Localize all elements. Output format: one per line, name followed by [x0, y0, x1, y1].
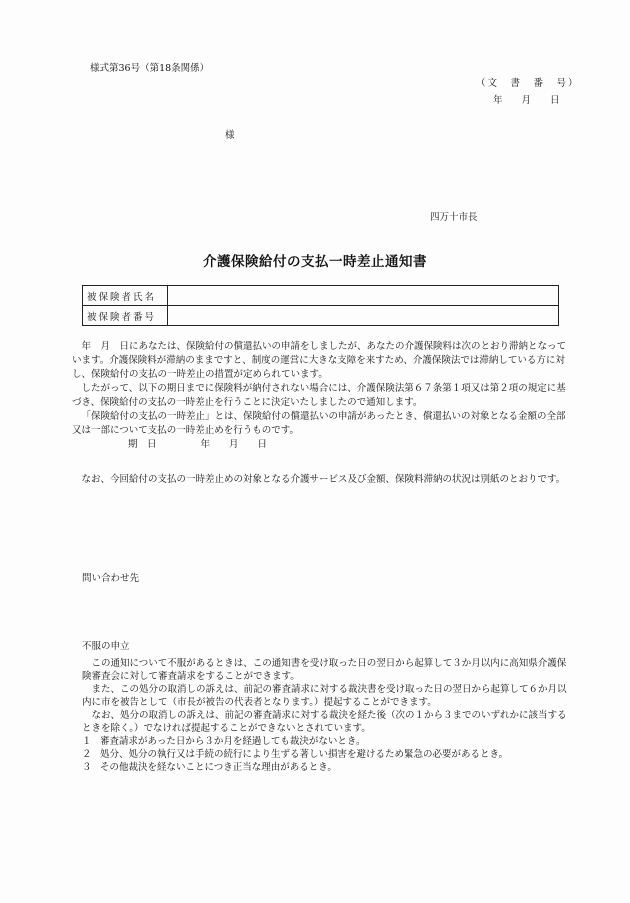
- document-title: 介護保険給付の支払一時差止通知書: [203, 254, 427, 270]
- insured-name-label: 被保険者氏名: [83, 286, 168, 306]
- body-paragraph-1: 年 月 日にあなたは、保険給付の償還払いの申請をしましたが、あなたの介護保険料は次のとおり滞納となっています。介護保険料が滞納のままですと、制度の運営に大きな支障を来すため、介護保険法では滞納している方に対し、保険給付の支払の一時差止の措置が定められています。: [72, 341, 567, 380]
- list-item: [82, 748, 572, 761]
- recipient-suffix: 様: [225, 130, 235, 141]
- list-item-number: １: [82, 736, 92, 747]
- inquiry-label: 問い合わせ先: [82, 573, 140, 584]
- body-paragraph-2: したがって、以下の期日までに保険料が納付されない場合には、介護保険法第６７条第１項又は第２項の規定に基づき、保険給付の支払の一時差止を行うことに決定いたしましたので通知します。: [72, 383, 566, 408]
- list-item-number: ２: [82, 749, 92, 760]
- issue-date: 年 月 日: [493, 95, 560, 106]
- form-number: 様式第36号（第18条関係）: [90, 63, 210, 74]
- document-number: （文 書 番 号）: [476, 78, 580, 89]
- insured-number-value: [168, 306, 559, 326]
- body-paragraph-3: 「保険給付の支払の一時差止」とは、保険給付の償還払いの申請があったとき、償還払いの対象となる金額の全部又は一部について支払の一時差止めを行うものです。: [72, 411, 566, 436]
- table-row: [83, 286, 559, 306]
- list-item: [82, 761, 572, 774]
- appeal-section: [82, 657, 572, 774]
- deadline-label: 期 日: [128, 439, 157, 450]
- table-row: [83, 306, 559, 326]
- notice-body: [72, 340, 570, 438]
- insured-number-label: 被保険者番号: [83, 306, 168, 326]
- deadline-line: [128, 440, 267, 450]
- list-item-text: 処分、処分の執行又は手続の続行により生ずる著しい損害を避けるため緊急の必要があるとき。: [100, 749, 509, 760]
- appeal-paragraph-2: また、この処分の取消しの訴えは、前記の審査請求に対する裁決書を受け取った日の翌日から起算して６か月以内に市を被告として（市長が被告の代表者となります。）提起することができます。: [82, 684, 567, 708]
- issuer-name: 四万十市長: [430, 212, 478, 223]
- appeal-paragraph-3: なお、処分の取消しの訴えは、前記の審査請求に対する裁決を経た後（次の１から３までのいずれかに該当するときを除く。）でなければ提起することができないとされています。: [82, 710, 567, 734]
- list-item-text: 審査請求があった日から３か月を経過しても裁決がないとき。: [100, 736, 366, 747]
- note-paragraph: なお、今回給付の支払の一時差止めの対象となる介護サービス及び金額、保険料滞納の状況は別紙のとおりです。: [81, 474, 566, 485]
- deadline-date: 年 月 日: [200, 439, 268, 450]
- appeal-paragraph-1: この通知について不服があるときは、この通知書を受け取った日の翌日から起算して３か月以内に高知県介護保険審査会に対して審査請求をすることができます。: [82, 658, 567, 682]
- insured-name-value: [168, 286, 559, 306]
- list-item-text: その他裁決を経ないことにつき正当な理由があるとき。: [100, 762, 337, 773]
- appeal-title: 不服の申立: [82, 641, 130, 652]
- list-item: [82, 735, 572, 748]
- note-section: [72, 473, 570, 487]
- insured-info-table: [82, 285, 559, 326]
- list-item-number: ３: [82, 762, 92, 773]
